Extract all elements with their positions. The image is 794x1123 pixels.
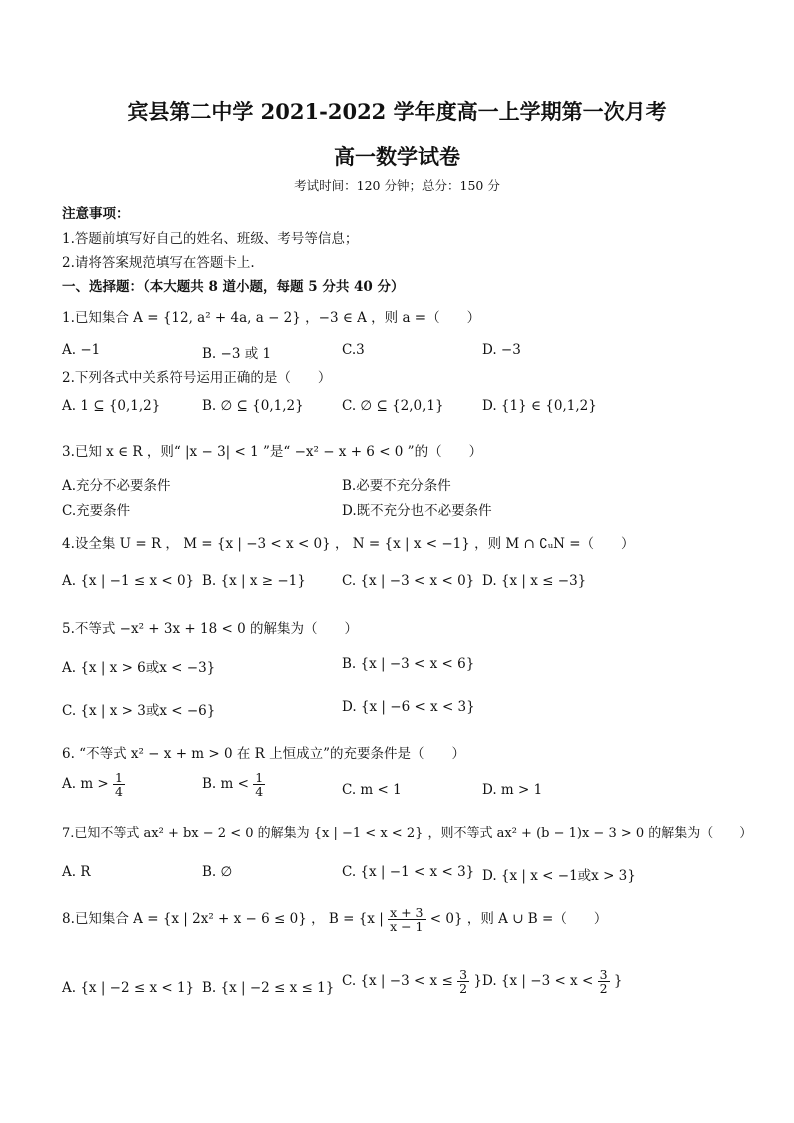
question-5-option-b: B. {x | −3 < x < 6} — [342, 656, 475, 672]
question-6-option-a — [62, 771, 125, 798]
question-4-option-a: A. {x | −1 ≤ x < 0} — [62, 573, 195, 589]
note-item: 2.请将答案规范填写在答题卡上. — [62, 255, 255, 271]
fraction-denominator: 4 — [255, 784, 264, 800]
question-5-option-c: C. {x | x > 3或x < −6} — [62, 703, 216, 719]
question-6-stem: 6. “不等式 x² − x + m > 0 在 R 上恒成立”的充要条件是（ ） — [62, 746, 466, 762]
question-8-stem-part-a: 8.已知集合 A = {x | 2x² + x − 6 ≤ 0} ， B = {x | — [62, 911, 384, 928]
question-3-stem: 3.已知 x ∈ R ，则“ |x − 3| < 1 ”是“ −x² − x + 6 < 0 ”的（ ） — [62, 444, 483, 460]
question-6-option-c: C. m < 1 — [342, 782, 402, 798]
question-8-stem-part-b: < 0} ，则 A ∪ B =（ ） — [429, 911, 608, 928]
question-3-option-d: D.既不充分也不必要条件 — [342, 503, 492, 519]
question-4-option-d: D. {x | x ≤ −3} — [482, 573, 587, 589]
fraction-denominator: 4 — [115, 784, 123, 800]
fraction — [113, 771, 125, 798]
question-3-option-b: B.必要不充分条件 — [342, 478, 451, 494]
closing-brace: } — [613, 973, 623, 990]
question-1-option-c: C.3 — [342, 342, 365, 358]
question-8-stem — [62, 906, 607, 933]
notes-heading: 注意事项： — [62, 206, 130, 222]
closing-brace: } — [473, 973, 482, 990]
fraction-denominator: 2 — [599, 981, 608, 997]
question-7-option-c: C. {x | −1 < x < 3} — [342, 864, 475, 880]
question-7-option-d: D. {x | x < −1或x > 3} — [482, 868, 636, 884]
question-2-option-a: A. 1 ⊆ {0,1,2} — [62, 398, 161, 414]
note-item: 1.答题前填写好自己的姓名、班级、考号等信息； — [62, 231, 359, 247]
question-6-option-b-text: B. m < — [202, 776, 249, 793]
question-7-stem: 7.已知不等式 ax² + bx − 2 < 0 的解集为 {x | −1 < x < 2} ，则不等式 ax² + (b − 1)x − 3 > 0 的解集为（ ） — [62, 826, 753, 841]
fraction — [388, 906, 425, 933]
question-1-option-d: D. −3 — [482, 342, 521, 358]
section-heading: 一、选择题：（本大题共 8 道小题，每题 5 分共 40 分） — [62, 279, 405, 295]
question-8-option-c — [342, 968, 482, 995]
question-2-option-c: C. ∅ ⊆ {2,0,1} — [342, 398, 444, 414]
question-4-stem: 4.设全集 U = R ， M = {x | −3 < x < 0} ， N = {x | x < −1} ，则 M ∩ ∁ᵤN =（ ） — [62, 536, 635, 552]
question-6-option-b — [202, 771, 265, 798]
question-2-option-b: B. ∅ ⊆ {0,1,2} — [202, 398, 304, 414]
fraction-numerator: 1 — [255, 770, 264, 785]
question-8-option-d — [482, 968, 622, 995]
question-5-option-d: D. {x | −6 < x < 3} — [342, 699, 475, 715]
question-1-option-a: A. −1 — [62, 342, 101, 358]
question-2-option-d: D. {1} ∈ {0,1,2} — [482, 398, 597, 414]
question-7-option-b: B. ∅ — [202, 864, 233, 880]
question-4-option-b: B. {x | x ≥ −1} — [202, 573, 306, 589]
exam-subtitle: 高一数学试卷 — [334, 144, 460, 169]
fraction-numerator: 3 — [459, 967, 468, 982]
question-8-option-c-text: C. {x | −3 < x ≤ — [342, 973, 453, 990]
question-5-stem: 5.不等式 −x² + 3x + 18 < 0 的解集为（ ） — [62, 621, 358, 637]
fraction-numerator: 3 — [599, 967, 608, 982]
fraction — [457, 968, 469, 995]
question-5-option-a: A. {x | x > 6或x < −3} — [62, 660, 216, 676]
fraction-denominator: x − 1 — [390, 919, 424, 935]
fraction-denominator: 2 — [459, 981, 468, 997]
question-8-option-b: B. {x | −2 ≤ x ≤ 1} — [202, 980, 335, 996]
question-2-stem: 2.下列各式中关系符号运用正确的是（ ） — [62, 370, 332, 386]
question-3-option-a: A.充分不必要条件 — [62, 478, 171, 494]
question-3-option-c: C.充要条件 — [62, 503, 131, 519]
question-4-option-c: C. {x | −3 < x < 0} — [342, 573, 475, 589]
question-1-stem: 1.已知集合 A = {12, a² + 4a, a − 2} ，−3 ∈ A ，则 a =（ ） — [62, 310, 481, 326]
fraction-numerator: x + 3 — [390, 905, 424, 920]
question-7-option-a: A. R — [62, 864, 91, 880]
exam-title: 宾县第二中学 2021-2022 学年度高一上学期第一次月考 — [127, 99, 667, 124]
question-1-option-b: B. −3 或 1 — [202, 346, 272, 362]
exam-info: 考试时间：120 分钟；总分：150 分 — [294, 178, 500, 193]
question-8-option-d-text: D. {x | −3 < x < — [482, 973, 594, 990]
fraction — [598, 968, 610, 995]
question-8-option-a: A. {x | −2 ≤ x < 1} — [62, 980, 195, 996]
question-6-option-a-text: A. m > — [62, 776, 109, 793]
fraction — [253, 771, 265, 798]
fraction-numerator: 1 — [115, 770, 123, 785]
question-6-option-d: D. m > 1 — [482, 782, 543, 798]
